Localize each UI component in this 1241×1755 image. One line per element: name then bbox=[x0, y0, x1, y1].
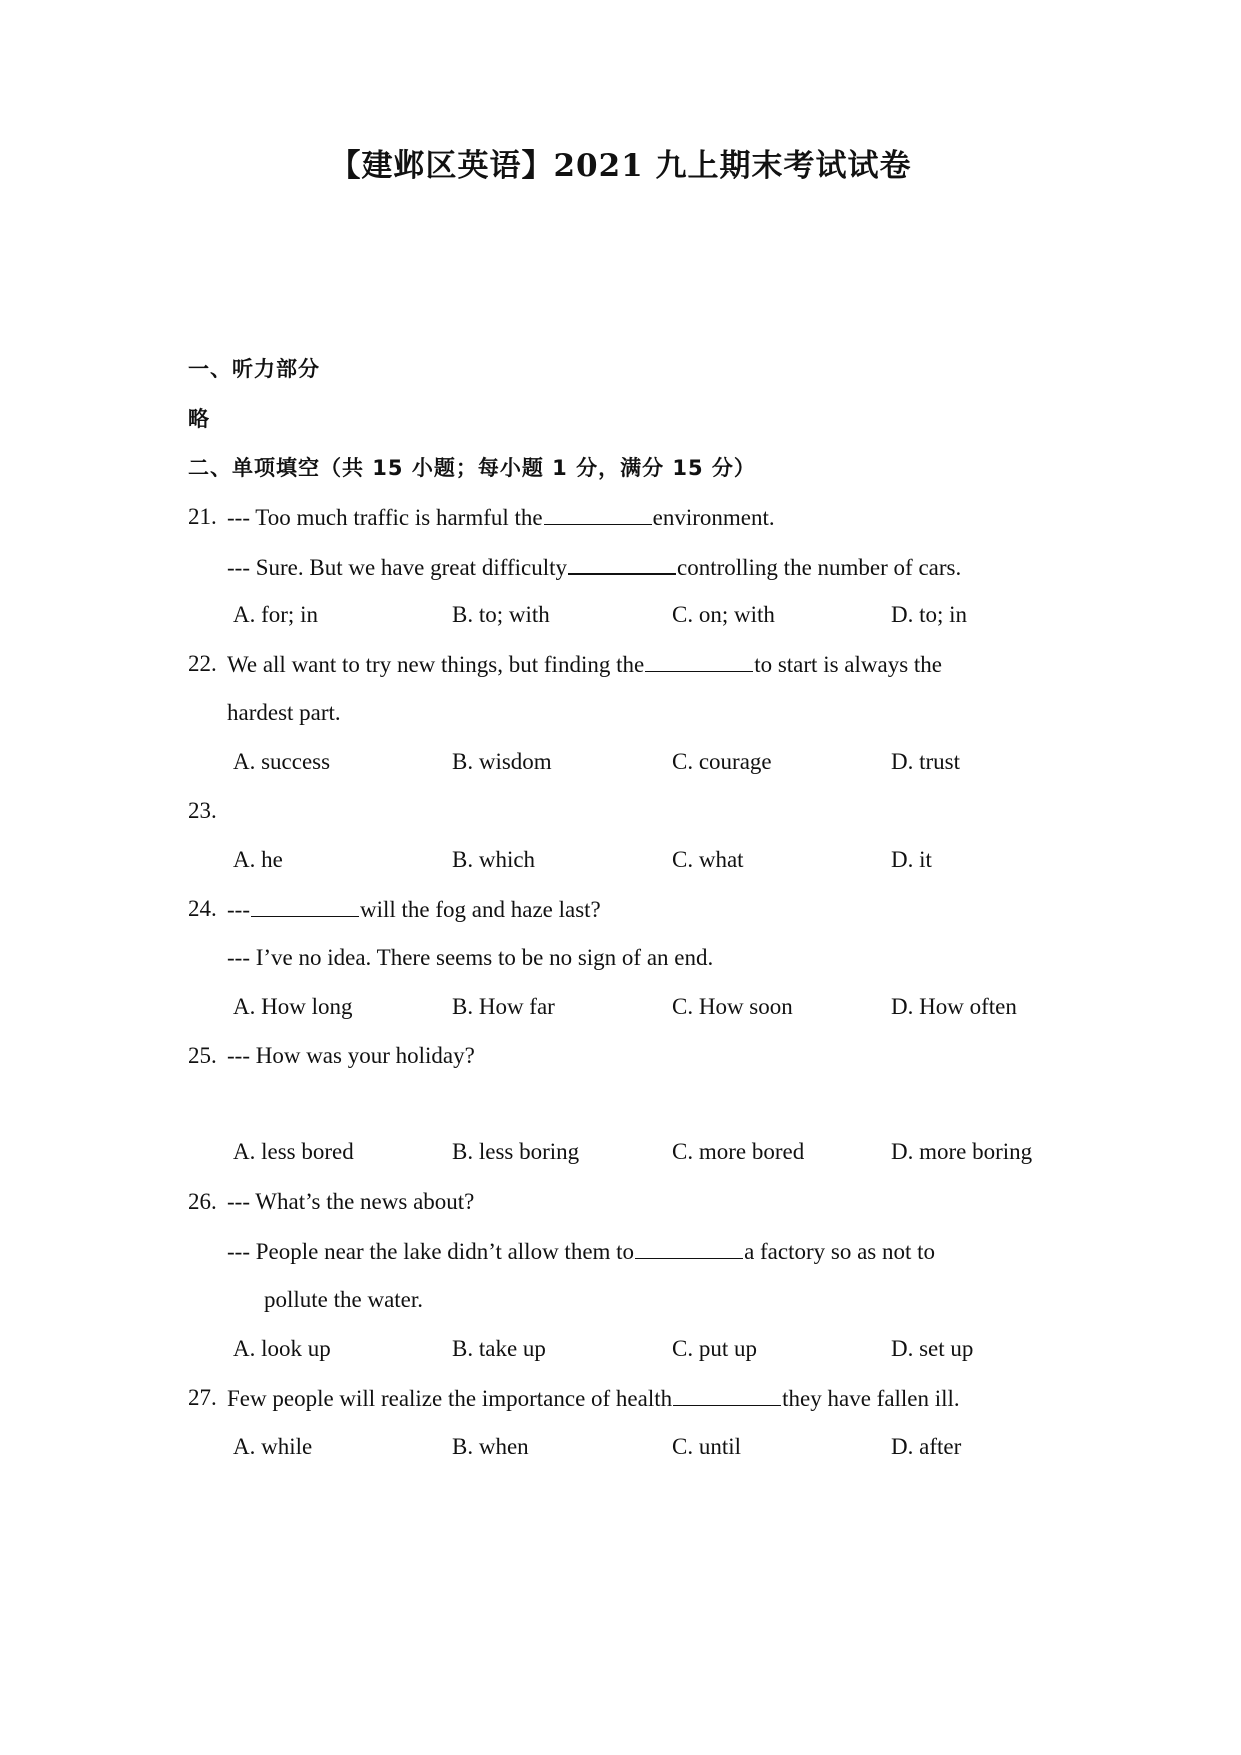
question-text-line: pollute the water. bbox=[264, 1287, 424, 1312]
option-a: A. How long bbox=[233, 994, 353, 1019]
option-a: A. he bbox=[233, 847, 283, 872]
option-d: D. after bbox=[891, 1434, 962, 1459]
question-number: 21. bbox=[188, 504, 217, 529]
option-d: D. How often bbox=[891, 994, 1017, 1019]
option-c: C. more bored bbox=[672, 1139, 805, 1164]
option-b: B. which bbox=[452, 847, 536, 872]
text-before-blank: --- People near the lake didn’t allow them to bbox=[227, 1239, 635, 1264]
section-listening-note: 略 bbox=[188, 407, 210, 431]
answer-blank bbox=[544, 502, 652, 525]
text-after-blank: controlling the number of cars. bbox=[677, 555, 962, 580]
text-after-blank: a factory so as not to bbox=[744, 1239, 936, 1264]
text-before-blank: We all want to try new things, but finding the bbox=[227, 652, 645, 677]
option-b: B. How far bbox=[452, 994, 555, 1019]
section-listening-heading: 一、听力部分 bbox=[188, 357, 320, 381]
section-single-choice-heading: 二、单项填空（共 15 小题；每小题 1 分，满分 15 分） bbox=[188, 456, 756, 480]
question-number: 26. bbox=[188, 1189, 217, 1214]
question-number: 22. bbox=[188, 651, 217, 676]
option-c: C. until bbox=[672, 1434, 742, 1459]
option-b: B. to; with bbox=[452, 602, 550, 627]
answer-blank bbox=[635, 1236, 743, 1259]
option-d: D. trust bbox=[891, 749, 960, 774]
question-text-line: --- How was your holiday? bbox=[227, 1043, 475, 1068]
text-before-blank: Few people will realize the importance of health bbox=[227, 1386, 673, 1411]
question-number: 27. bbox=[188, 1385, 217, 1410]
question-text-line bbox=[227, 502, 775, 533]
question-number: 24. bbox=[188, 896, 217, 921]
answer-blank bbox=[673, 1383, 781, 1406]
question-text-line bbox=[227, 894, 601, 925]
option-b: B. when bbox=[452, 1434, 529, 1459]
answer-blank bbox=[568, 551, 676, 575]
text-before-blank: --- bbox=[227, 897, 250, 922]
option-c: C. courage bbox=[672, 749, 772, 774]
text-before-blank: --- Sure. But we have great difficulty bbox=[227, 555, 567, 580]
question-text-line: hardest part. bbox=[227, 700, 341, 725]
question-text-line: --- What’s the news about? bbox=[227, 1189, 475, 1214]
answer-blank bbox=[645, 649, 753, 672]
option-a: A. success bbox=[233, 749, 331, 774]
answer-blank bbox=[251, 894, 359, 917]
option-c: C. on; with bbox=[672, 602, 775, 627]
option-a: A. look up bbox=[233, 1336, 331, 1361]
option-a: A. while bbox=[233, 1434, 313, 1459]
option-d: D. more boring bbox=[891, 1139, 1033, 1164]
text-after-blank: will the fog and haze last? bbox=[359, 897, 601, 922]
option-c: C. what bbox=[672, 847, 744, 872]
option-a: A. less bored bbox=[233, 1139, 354, 1164]
question-text-line bbox=[227, 1236, 935, 1267]
text-before-blank: --- Too much traffic is harmful the bbox=[227, 505, 543, 530]
text-after-blank: they have fallen ill. bbox=[782, 1386, 960, 1411]
page-title: 【建邺区英语】2021 九上期末考试试卷 bbox=[329, 148, 912, 184]
option-d: D. set up bbox=[891, 1336, 974, 1361]
option-b: B. wisdom bbox=[452, 749, 552, 774]
option-b: B. less boring bbox=[452, 1139, 580, 1164]
question-number: 25. bbox=[188, 1043, 217, 1068]
option-a: A. for; in bbox=[233, 602, 318, 627]
option-c: C. How soon bbox=[672, 994, 793, 1019]
question-text-line bbox=[227, 649, 942, 680]
question-number: 23. bbox=[188, 798, 217, 823]
question-text-line bbox=[227, 1383, 960, 1414]
question-text-line: --- I’ve no idea. There seems to be no sign of an end. bbox=[227, 945, 714, 970]
text-after-blank: to start is always the bbox=[754, 652, 942, 677]
question-text-line bbox=[227, 551, 961, 583]
text-after-blank: environment. bbox=[652, 505, 775, 530]
option-b: B. take up bbox=[452, 1336, 546, 1361]
option-c: C. put up bbox=[672, 1336, 757, 1361]
option-d: D. to; in bbox=[891, 602, 968, 627]
option-d: D. it bbox=[891, 847, 932, 872]
